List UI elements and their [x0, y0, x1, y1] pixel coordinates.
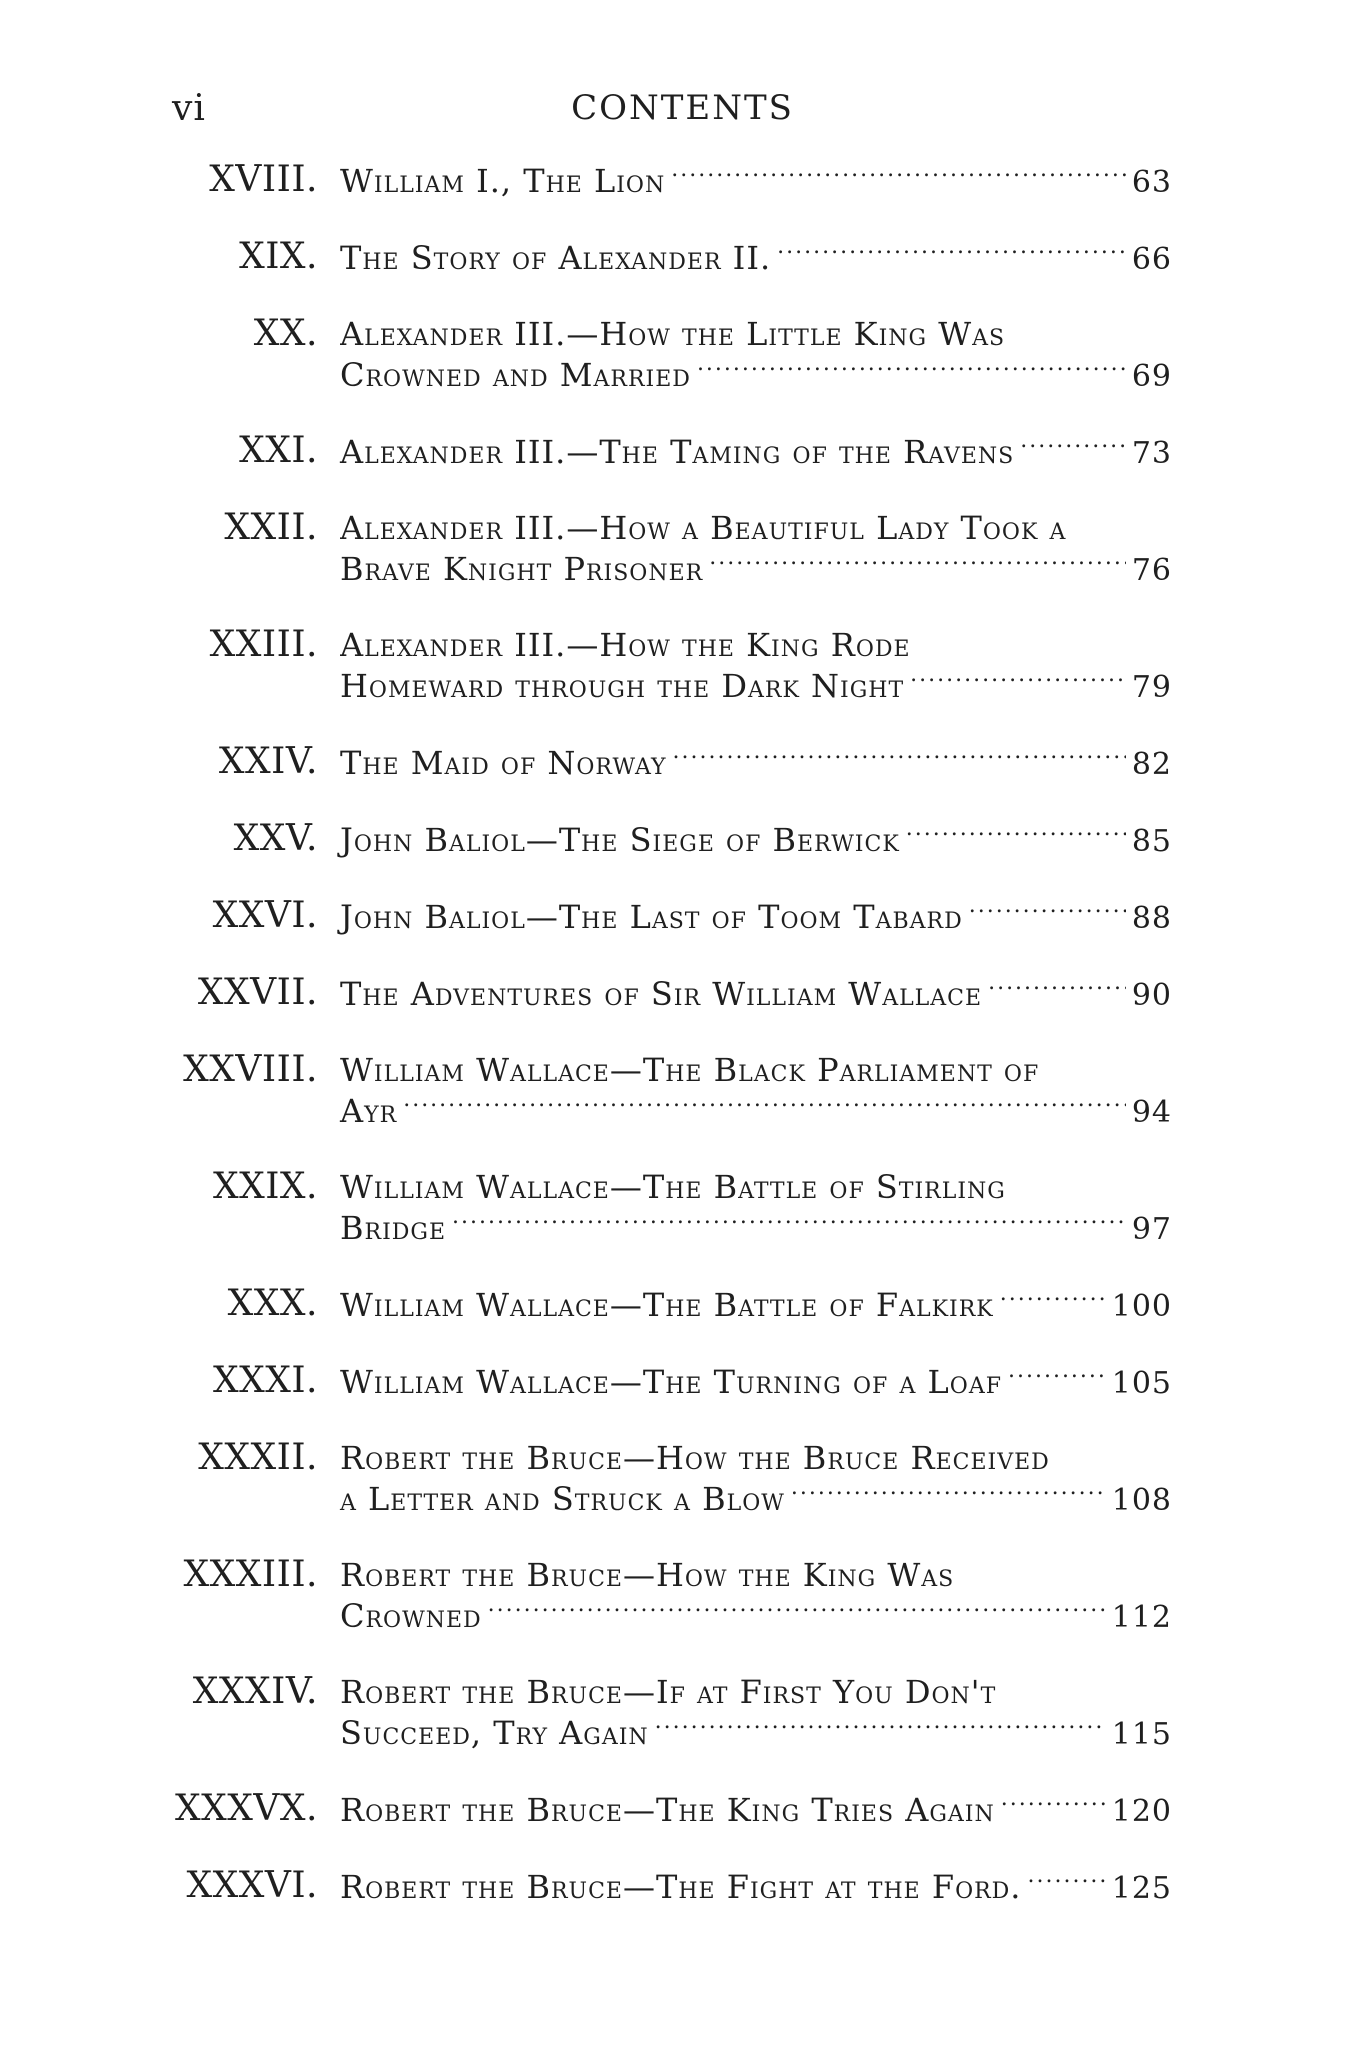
page-ref: 125 — [1111, 1871, 1172, 1906]
chapter-title — [340, 1438, 1172, 1521]
page-ref: 73 — [1131, 436, 1172, 471]
chapter-title — [340, 1361, 1172, 1404]
chapter-title-last-line — [340, 548, 1172, 591]
chapter-title-line: Alexander III.—The Taming of the Ravens — [340, 433, 1015, 471]
chapter-title-line: Robert the Bruce—The Fight at the Ford. — [340, 1868, 1022, 1906]
chapter-title-line: Homeward through the Dark Night — [340, 667, 905, 705]
chapter-number: XXII. — [224, 507, 318, 548]
chapter-title — [340, 625, 1172, 708]
dot-leader — [910, 665, 1126, 697]
chapter-title — [340, 1672, 1172, 1755]
chapter-number: XXIII. — [209, 624, 318, 665]
table-of-contents — [0, 160, 1365, 1943]
chapter-title-last-line — [340, 1361, 1172, 1404]
dot-leader — [403, 1090, 1126, 1122]
chapter-title-last-line — [340, 1478, 1172, 1521]
chapter-title — [340, 314, 1172, 397]
chapter-number: XXXIII. — [183, 1554, 318, 1595]
dot-leader — [777, 237, 1126, 269]
chapter-title-line: John Baliol—The Last of Toom Tabard — [340, 898, 963, 936]
chapter-title — [340, 819, 1172, 862]
dot-leader — [969, 896, 1126, 928]
dot-leader — [1000, 1284, 1106, 1316]
toc-entry — [0, 1050, 1365, 1133]
chapter-title-line: Robert the Bruce—How the King Was — [340, 1556, 955, 1594]
page-ref: 82 — [1131, 747, 1172, 782]
chapter-title-last-line — [340, 431, 1172, 474]
chapter-title-line: Robert the Bruce—If at First You Don't — [340, 1673, 997, 1711]
page-ref: 112 — [1111, 1600, 1172, 1635]
chapter-number: XXIV. — [218, 741, 318, 782]
chapter-title-last-line — [340, 1789, 1172, 1832]
chapter-number: XXVI. — [212, 895, 318, 936]
chapter-title — [340, 1050, 1172, 1133]
chapter-title — [340, 1789, 1172, 1832]
chapter-title-line: William Wallace—The Turning of a Loaf — [340, 1363, 1002, 1401]
chapter-title-line: Bridge — [340, 1209, 447, 1247]
chapter-title-line: Crowned — [340, 1597, 482, 1635]
dot-leader — [709, 548, 1126, 580]
chapter-title-last-line — [340, 1207, 1172, 1250]
toc-entry — [0, 314, 1365, 397]
chapter-number: XXIX. — [212, 1166, 318, 1207]
chapter-title — [340, 1167, 1172, 1250]
toc-entry — [0, 1438, 1365, 1521]
toc-entry — [0, 1284, 1365, 1327]
dot-leader — [452, 1207, 1126, 1239]
page-header — [0, 88, 1365, 138]
chapter-title-last-line — [340, 742, 1172, 785]
page-ref: 88 — [1131, 901, 1172, 936]
chapter-title — [340, 508, 1172, 591]
page-ref: 79 — [1131, 670, 1172, 705]
chapter-title-last-line — [340, 819, 1172, 862]
page-ref: 69 — [1131, 359, 1172, 394]
chapter-title-line: William Wallace—The Battle of Stirling — [340, 1168, 1006, 1206]
page-number: vi — [172, 88, 206, 129]
chapter-number: XXVIII. — [183, 1049, 318, 1090]
chapter-title-line: William I., The Lion — [340, 162, 666, 200]
toc-entry — [0, 625, 1365, 708]
chapter-title-last-line — [340, 354, 1172, 397]
chapter-title — [340, 1866, 1172, 1909]
dot-leader — [906, 819, 1126, 851]
page-title: CONTENTS — [571, 88, 794, 128]
chapter-title-line: Succeed, Try Again — [340, 1714, 649, 1752]
chapter-number: XXXVX. — [175, 1788, 318, 1829]
chapter-title-last-line — [340, 1866, 1172, 1909]
chapter-number: XXX. — [227, 1283, 318, 1324]
chapter-number: XXV. — [233, 818, 318, 859]
chapter-title — [340, 896, 1172, 939]
chapter-number: XXXVI. — [186, 1865, 318, 1906]
page-ref: 105 — [1111, 1366, 1172, 1401]
dot-leader — [1020, 431, 1126, 463]
chapter-title-line: The Story of Alexander II. — [340, 239, 772, 277]
chapter-title-line: Brave Knight Prisoner — [340, 550, 704, 588]
toc-entry — [0, 431, 1365, 474]
page-ref: 90 — [1131, 978, 1172, 1013]
page-ref: 76 — [1131, 553, 1172, 588]
toc-entry — [0, 1866, 1365, 1909]
chapter-title — [340, 1284, 1172, 1327]
page-ref: 115 — [1111, 1717, 1172, 1752]
dot-leader — [1008, 1361, 1106, 1393]
chapter-title-last-line — [340, 160, 1172, 203]
toc-entry — [0, 896, 1365, 939]
chapter-number: XX. — [253, 313, 318, 354]
chapter-number: XVIII. — [209, 159, 318, 200]
chapter-title-line: Alexander III.—How a Beautiful Lady Took a — [340, 509, 1067, 547]
chapter-title-last-line — [340, 1712, 1172, 1755]
toc-entry — [0, 1361, 1365, 1404]
chapter-title-last-line — [340, 237, 1172, 280]
dot-leader — [791, 1478, 1106, 1510]
page-ref: 100 — [1111, 1289, 1172, 1324]
chapter-title-line: The Adventures of Sir William Wallace — [340, 975, 983, 1013]
chapter-title-line: Crowned and Married — [340, 356, 691, 394]
toc-entry — [0, 1555, 1365, 1638]
page-ref: 66 — [1131, 242, 1172, 277]
toc-entry — [0, 1789, 1365, 1832]
chapter-title-line: John Baliol—The Siege of Berwick — [340, 821, 900, 859]
page-ref: 97 — [1131, 1212, 1172, 1247]
chapter-title-line: Alexander III.—How the Little King Was — [340, 315, 1006, 353]
chapter-number: XXXIV. — [192, 1671, 318, 1712]
chapter-title-line: The Maid of Norway — [340, 744, 667, 782]
dot-leader — [1001, 1789, 1106, 1821]
chapter-title-last-line — [340, 1595, 1172, 1638]
dot-leader — [988, 973, 1126, 1005]
dot-leader — [488, 1595, 1106, 1627]
chapter-number: XXXI. — [212, 1360, 318, 1401]
toc-entry — [0, 160, 1365, 203]
chapter-number: XXI. — [239, 430, 318, 471]
toc-entry — [0, 742, 1365, 785]
page-ref: 85 — [1131, 824, 1172, 859]
chapter-number: XXVII. — [197, 972, 318, 1013]
dot-leader — [671, 160, 1126, 192]
chapter-number: XIX. — [239, 236, 318, 277]
page-ref: 120 — [1111, 1794, 1172, 1829]
chapter-title-last-line — [340, 896, 1172, 939]
chapter-title-line: Alexander III.—How the King Rode — [340, 626, 911, 664]
toc-entry — [0, 237, 1365, 280]
page-ref: 108 — [1111, 1483, 1172, 1518]
chapter-title — [340, 1555, 1172, 1638]
dot-leader — [1027, 1866, 1105, 1898]
chapter-title-line: Robert the Bruce—How the Bruce Received — [340, 1439, 1050, 1477]
toc-entry — [0, 819, 1365, 862]
toc-entry — [0, 973, 1365, 1016]
chapter-title — [340, 973, 1172, 1016]
chapter-title-line: Ayr — [340, 1092, 398, 1130]
chapter-title-last-line — [340, 1284, 1172, 1327]
toc-entry — [0, 508, 1365, 591]
dot-leader — [673, 742, 1126, 774]
dot-leader — [697, 354, 1126, 386]
chapter-title-line: Robert the Bruce—The King Tries Again — [340, 1791, 995, 1829]
chapter-title-line: William Wallace—The Battle of Falkirk — [340, 1286, 994, 1324]
page-ref: 63 — [1131, 165, 1172, 200]
chapter-title — [340, 160, 1172, 203]
chapter-title-line: a Letter and Struck a Blow — [340, 1480, 785, 1518]
dot-leader — [655, 1712, 1106, 1744]
chapter-number: XXXII. — [198, 1437, 318, 1478]
toc-entry — [0, 1167, 1365, 1250]
toc-entry — [0, 1672, 1365, 1755]
page-ref: 94 — [1131, 1095, 1172, 1130]
chapter-title-last-line — [340, 665, 1172, 708]
chapter-title — [340, 237, 1172, 280]
chapter-title — [340, 431, 1172, 474]
chapter-title-last-line — [340, 973, 1172, 1016]
chapter-title — [340, 742, 1172, 785]
chapter-title-line: William Wallace—The Black Parliament of — [340, 1051, 1040, 1089]
chapter-title-last-line — [340, 1090, 1172, 1133]
